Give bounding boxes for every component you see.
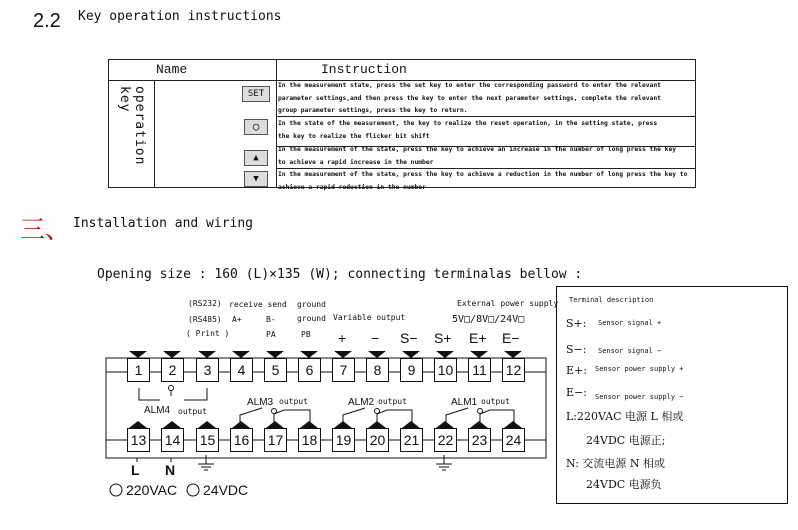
terminal-arrow-icon: [198, 421, 216, 428]
terminal-7: 7: [332, 358, 355, 382]
terminal-arrow-icon: [129, 421, 147, 428]
terminal-arrow-icon: [266, 351, 284, 358]
voltage-220vac: 220VAC: [126, 482, 178, 498]
pb-label: PB: [301, 330, 311, 339]
terminal-arrow-icon: [436, 421, 454, 428]
print-label: ( Print ): [186, 329, 230, 338]
desc-symbol: S−:: [566, 343, 587, 356]
alm3-output-label: output: [279, 397, 308, 406]
terminal-17: 17: [264, 428, 287, 452]
external-power-label: External power supply: [457, 299, 559, 308]
alm2-output-label: output: [378, 397, 407, 406]
alm3-label: ALM3: [247, 397, 274, 408]
terminal-1: 1: [127, 358, 150, 382]
desc-text: Sensor power supply −: [595, 393, 684, 401]
terminal-4: 4: [230, 358, 253, 382]
l-label: L: [131, 462, 140, 478]
header-instruction: Instruction: [321, 62, 407, 77]
terminal-21: 21: [400, 428, 423, 452]
terminal-2: 2: [161, 358, 184, 382]
terminal-arrow-icon: [504, 421, 522, 428]
opening-size-text: Opening size : 160 (L)×135 (W); connecting terminalas bellow :: [97, 267, 583, 282]
terminal-3: 3: [196, 358, 219, 382]
signal-plus: +: [338, 330, 347, 346]
variable-output-label: Variable output: [333, 313, 406, 322]
terminal-arrow-icon: [232, 351, 250, 358]
section-title: Key operation instructions: [78, 9, 282, 24]
set-key-icon: SET: [242, 86, 270, 102]
desc-l-line: L:220VAC 电源 L 相或: [566, 410, 684, 423]
b-minus-label: B-: [266, 315, 276, 324]
radio-220vac-icon: [110, 484, 122, 496]
instruction-text: In the measurement state, press the set key to enter the corresponding password to enter the relevant parameter settings,and then press the key to enter the next parameter settings, complete the relevant group parameter settings, press the key to return.: [278, 82, 661, 114]
signal-e-plus: E+: [469, 330, 487, 346]
instruction-text: In the state of the measurement, the key to realize the reset operation, in the setting state, press the key to realize the flicker bit shift: [278, 120, 658, 140]
terminal-10: 10: [434, 358, 457, 382]
terminal-arrow-icon: [436, 351, 454, 358]
terminal-23: 23: [468, 428, 491, 452]
section-title: Installation and wiring: [73, 216, 254, 231]
section-number: 三、: [20, 215, 71, 244]
signal-s-minus: S−: [400, 330, 418, 346]
terminal-arrow-icon: [402, 351, 420, 358]
terminal-arrow-icon: [402, 421, 420, 428]
terminal-arrow-icon: [300, 351, 318, 358]
instruction-text: In the measurement of the state, press the key to achieve an increase in the number of long press the key to achieve a rapid increase in the number: [278, 146, 677, 166]
signal-e-minus: E−: [502, 330, 520, 346]
a-plus-label: A+: [232, 315, 242, 324]
desc-text: Sensor signal −: [598, 347, 662, 355]
desc-symbol: S+:: [566, 317, 587, 330]
desc-n-line: N: 交流电源 N 相或: [566, 457, 666, 470]
up-arrow-icon: ▲: [244, 150, 268, 166]
terminal-arrow-icon: [266, 421, 284, 428]
terminal-arrow-icon: [368, 351, 386, 358]
terminal-arrow-icon: [163, 351, 181, 358]
terminal-24: 24: [502, 428, 525, 452]
ground-label: ground: [297, 314, 326, 323]
alm1-output-label: output: [481, 397, 510, 406]
terminal-6: 6: [298, 358, 321, 382]
down-arrow-icon: ▼: [244, 171, 268, 187]
section-number: 2.2: [33, 10, 61, 32]
terminal-13: 13: [127, 428, 150, 452]
terminal-arrow-icon: [129, 351, 147, 358]
rs485-label: (RS485): [188, 315, 222, 324]
shift-key-circle-icon: ○: [244, 119, 268, 135]
terminal-19: 19: [332, 428, 355, 452]
terminal-14: 14: [161, 428, 184, 452]
signal-minus: −: [371, 330, 380, 346]
voltage-24vdc: 24VDC: [203, 482, 249, 498]
alm4-output-label: output: [178, 407, 207, 416]
terminal-20: 20: [366, 428, 389, 452]
terminal-arrow-icon: [470, 351, 488, 358]
desc-n-line: 24VDC 电源负: [586, 478, 662, 491]
terminal-arrow-icon: [198, 351, 216, 358]
terminal-arrow-icon: [300, 421, 318, 428]
terminal-12: 12: [502, 358, 525, 382]
terminal-8: 8: [366, 358, 389, 382]
desc-text: Sensor signal +: [598, 319, 662, 327]
alm2-label: ALM2: [348, 397, 375, 408]
terminal-16: 16: [230, 428, 253, 452]
voltage-options-label: 5V□/8V□/24V□: [452, 314, 525, 325]
header-name: Name: [156, 62, 188, 77]
terminal-arrow-icon: [504, 351, 522, 358]
terminal-description-box: [556, 286, 788, 504]
pa-label: PA: [266, 330, 276, 339]
desc-text: Sensor power supply +: [595, 365, 684, 373]
alm4-label: ALM4: [144, 405, 171, 416]
desc-symbol: E−:: [566, 386, 587, 399]
receive-send-label: receive send: [229, 300, 287, 309]
terminal-arrow-icon: [470, 421, 488, 428]
terminal-9: 9: [400, 358, 423, 382]
terminal-5: 5: [264, 358, 287, 382]
n-label: N: [165, 462, 176, 478]
terminal-18: 18: [298, 428, 321, 452]
instruction-text: In the measurement of the state, press the key to achieve a reduction in the number of long press the key to achieve a rapid reduction in the number: [278, 171, 688, 191]
terminal-15: 15: [196, 428, 219, 452]
desc-symbol: E+:: [566, 364, 587, 377]
ground-label: ground: [297, 300, 326, 309]
rs232-label: (RS232): [188, 299, 222, 308]
terminal-arrow-icon: [368, 421, 386, 428]
radio-24vdc-icon: [187, 484, 199, 496]
side-label: operation key: [117, 86, 147, 166]
terminal-arrow-icon: [163, 421, 181, 428]
alm1-label: ALM1: [451, 397, 478, 408]
terminal-arrow-icon: [232, 421, 250, 428]
desc-l-line: 24VDC 电源正;: [586, 434, 666, 447]
description-title: Terminal description: [569, 296, 654, 304]
terminal-arrow-icon: [334, 421, 352, 428]
signal-s-plus: S+: [434, 330, 452, 346]
terminal-arrow-icon: [334, 351, 352, 358]
terminal-22: 22: [434, 428, 457, 452]
terminal-11: 11: [468, 358, 491, 382]
